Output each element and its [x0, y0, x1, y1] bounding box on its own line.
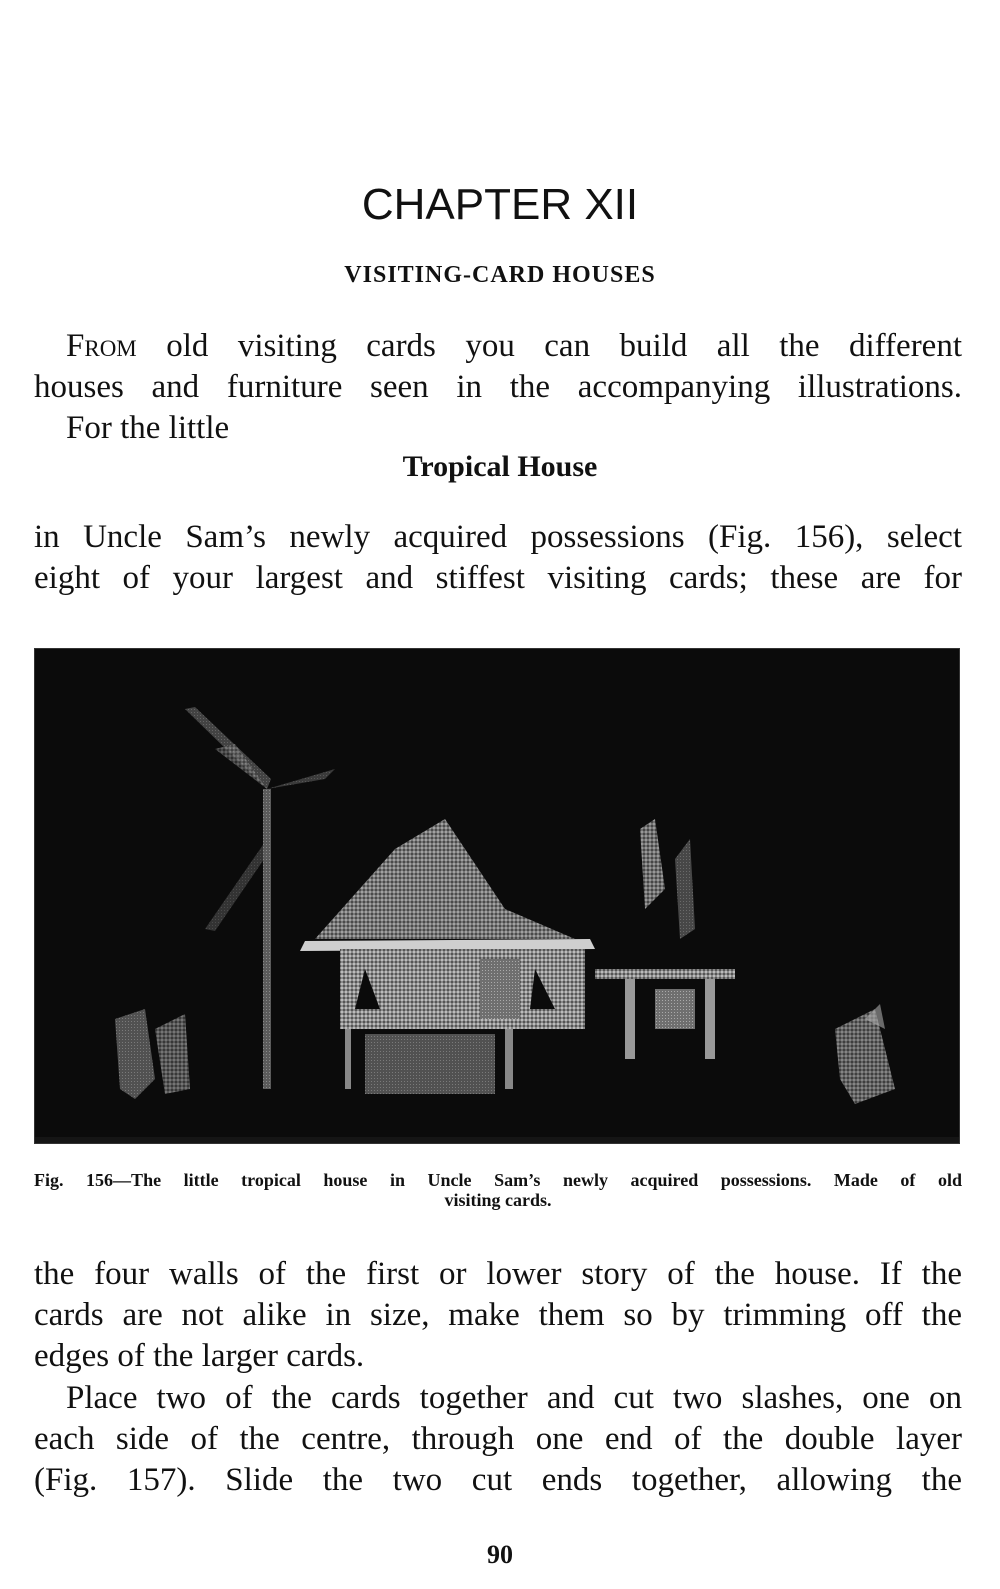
intro-paragraph	[34, 326, 962, 449]
body-paragraph-2	[34, 1254, 962, 1377]
body2-line-3: edges of the larger cards.	[34, 1338, 365, 1374]
body3-line-2: each side of the centre, through one end of the double layer	[34, 1421, 962, 1457]
intro-line-2: houses and furniture seen in the accompanying illustrations.	[34, 369, 962, 405]
section-heading: Tropical House	[402, 450, 598, 483]
page-number: 90	[487, 1540, 513, 1569]
chapter-title: CHAPTER XII	[361, 180, 639, 229]
figure-photo	[34, 648, 960, 1144]
body3-line-3: (Fig. 157). Slide the two cut ends together, allowing the	[34, 1462, 962, 1498]
intro-line-3: For the little	[66, 410, 230, 446]
figure-caption	[34, 1170, 962, 1210]
drop-word: From	[66, 328, 137, 364]
intro-line-1: From old visiting cards you can build all the different	[66, 328, 962, 364]
body2-line-1: the four walls of the first or lower story of the house. If the	[34, 1256, 962, 1292]
caption-line-1: Fig. 156—The little tropical house in Uncle Sam’s newly acquired possessions. Made of old	[34, 1170, 962, 1190]
body-paragraph-1	[34, 517, 962, 599]
tropical-house-photo	[35, 649, 959, 1143]
body1-line-2: eight of your largest and stiffest visiting cards; these are for	[34, 560, 962, 596]
body2-line-2: cards are not alike in size, make them so by trimming off the	[34, 1297, 962, 1333]
chapter-subtitle: VISITING-CARD HOUSES	[344, 262, 656, 288]
body1-line-1: in Uncle Sam’s newly acquired possessions (Fig. 156), select	[34, 519, 962, 555]
caption-line-2: visiting cards.	[444, 1190, 552, 1210]
body-paragraph-3	[34, 1378, 962, 1501]
body3-line-1: Place two of the cards together and cut two slashes, one on	[66, 1380, 962, 1416]
